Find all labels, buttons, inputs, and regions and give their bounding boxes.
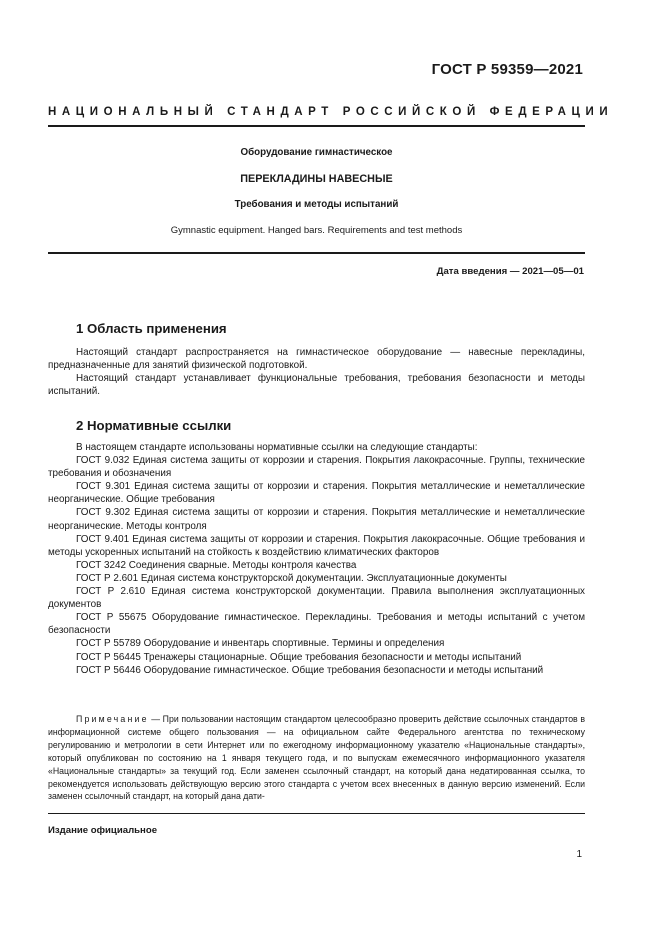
note-paragraph bbox=[48, 713, 585, 803]
section-2-intro: В настоящем стандарте использованы нормативные ссылки на следующие стандарты: bbox=[76, 442, 478, 453]
section-2-body bbox=[48, 441, 585, 677]
reference-item: ГОСТ 9.401 Единая система защиты от коррозии и старения. Покрытия лакокрасочные. Общие требования и методы ускоренных испытаний на стойкость к воздействию климатических факторов bbox=[48, 533, 585, 558]
note-text: — При пользовании настоящим стандартом целесообразно проверить действие ссылочных стандартов в информационной системе общего пользования — на официальном сайте Федерального агентства по техническому регулированию и метрологии в сети Интернет или по ежегодному информационному указателю «Национальные стандарты», который опубликован по состоянию на 1 января текущего года, и по выпускам ежемесячного информационного указателя «Национальные стандарты» за текущий год. Если заменен ссылочный стандарт, на который дана недатированная ссылка, то рекомендуется использовать действующую версию этого стандарта с учетом всех внесенных в данную версию изменений. Если заменен ссылочный стандарт, на который дана дати- bbox=[48, 714, 585, 802]
reference-item: ГОСТ 3242 Соединения сварные. Методы контроля качества bbox=[76, 559, 357, 571]
reference-item: ГОСТ Р 55789 Оборудование и инвентарь спортивные. Термины и определения bbox=[76, 638, 445, 650]
reference-item: ГОСТ Р 2.610 Единая система конструкторской документации. Правила выполнения эксплуатационных документов bbox=[48, 586, 585, 611]
note-block bbox=[48, 713, 585, 803]
reference-item: ГОСТ Р 55675 Оборудование гимнастическое. Перекладины. Требования и методы испытаний с учетом безопасности bbox=[48, 612, 585, 637]
doc-number: ГОСТ Р 59359—2021 bbox=[431, 61, 583, 78]
official-edition: Издание официальное bbox=[48, 825, 158, 836]
reference-item: ГОСТ Р 2.601 Единая система конструкторской документации. Эксплуатационные документы bbox=[76, 572, 507, 584]
title-subtitle: Требования и методы испытаний bbox=[234, 199, 399, 210]
introduction-date: Дата введения — 2021—05—01 bbox=[436, 266, 584, 277]
title-category: Оборудование гимнастическое bbox=[240, 147, 393, 158]
reference-item: ГОСТ Р 56445 Тренажеры стационарные. Общие требования безопасности и методы испытаний bbox=[76, 651, 522, 663]
section-1-heading: 1 Область применения bbox=[76, 321, 227, 336]
section-1-body bbox=[48, 346, 585, 398]
reference-item: ГОСТ Р 56446 Оборудование гимнастическое. Общие требования безопасности и методы испытаний bbox=[76, 664, 544, 676]
title-rule bbox=[48, 252, 585, 254]
reference-item: ГОСТ 9.301 Единая система защиты от коррозии и старения. Покрытия металлические и неметаллические неорганические. Общие требования bbox=[48, 481, 585, 506]
reference-item: ГОСТ 9.302 Единая система защиты от коррозии и старения. Покрытия металлические и неметаллические неорганические. Методы контроля bbox=[48, 507, 585, 532]
title-english: Gymnastic equipment. Hanged bars. Requirements and test methods bbox=[170, 225, 463, 236]
national-standard-banner: НАЦИОНАЛЬНЫЙ СТАНДАРТ РОССИЙСКОЙ ФЕДЕРАЦИИ bbox=[48, 106, 614, 118]
reference-item: ГОСТ 9.032 Единая система защиты от коррозии и старения. Покрытия лакокрасочные. Группы, технические требования и обозначения bbox=[48, 455, 585, 480]
header-rule bbox=[48, 125, 585, 127]
section-1-paragraph: Настоящий стандарт распространяется на гимнастическое оборудование — навесные перекладины, предназначенные для занятий физической подготовкой. bbox=[48, 347, 585, 372]
page-number: 1 bbox=[576, 849, 582, 860]
footer-rule bbox=[48, 813, 585, 814]
section-2-heading: 2 Нормативные ссылки bbox=[76, 418, 232, 433]
title-main: ПЕРЕКЛАДИНЫ НАВЕСНЫЕ bbox=[240, 173, 393, 185]
section-1-paragraph: Настоящий стандарт устанавливает функциональные требования, требования безопасности и методы испытаний. bbox=[48, 373, 585, 398]
note-label: Примечание bbox=[76, 714, 149, 724]
